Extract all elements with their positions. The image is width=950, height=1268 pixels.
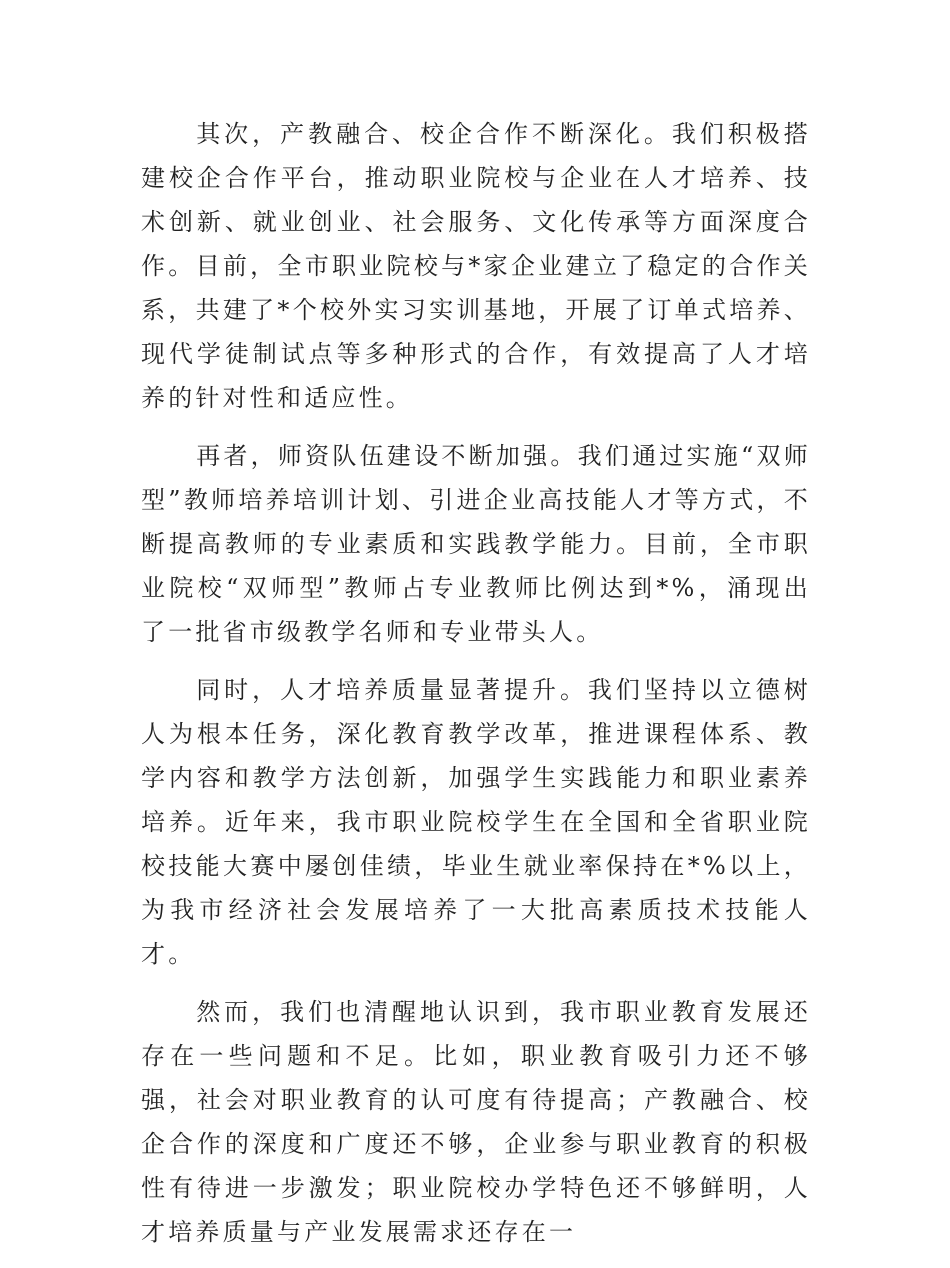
paragraph-school-enterprise-cooperation: 其次，产教融合、校企合作不断深化。我们积极搭建校企合作平台，推动职业院校与企业在人才培养、技术创新、就业创业、社会服务、文化传承等方面深度合作。目前，全市职业院校与*家企业建立了稳定的合作关系，共建了*个校外实习实训基地，开展了订单式培养、现代学徒制试点等多种形式的合作，有效提高了人才培养的针对性和适应性。 [141, 120, 811, 412]
paragraph-teacher-team: 再者，师资队伍建设不断加强。我们通过实施“双师型”教师培养培训计划、引进企业高技能人才等方式，不断提高教师的专业素质和实践教学能力。目前，全市职业院校“双师型”教师占专业教师比例达到*%，涌现出了一批省市级教学名师和专业带头人。 [141, 442, 811, 646]
paragraph-problems: 然而，我们也清醒地认识到，我市职业教育发展还存在一些问题和不足。比如，职业教育吸引力还不够强，社会对职业教育的认可度有待提高；产教融合、校企合作的深度和广度还不够，企业参与职业教育的积极性有待进一步激发；职业院校办学特色还不够鲜明，人才培养质量与产业发展需求还存在一 [141, 998, 811, 1246]
paragraph-talent-quality: 同时，人才培养质量显著提升。我们坚持以立德树人为根本任务，深化教育教学改革，推进课程体系、教学内容和教学方法创新，加强学生实践能力和职业素养培养。近年来，我市职业院校学生在全国和全省职业院校技能大赛中屡创佳绩，毕业生就业率保持在*%以上，为我市经济社会发展培养了一大批高素质技术技能人才。 [141, 676, 811, 968]
document-body [141, 112, 811, 1268]
